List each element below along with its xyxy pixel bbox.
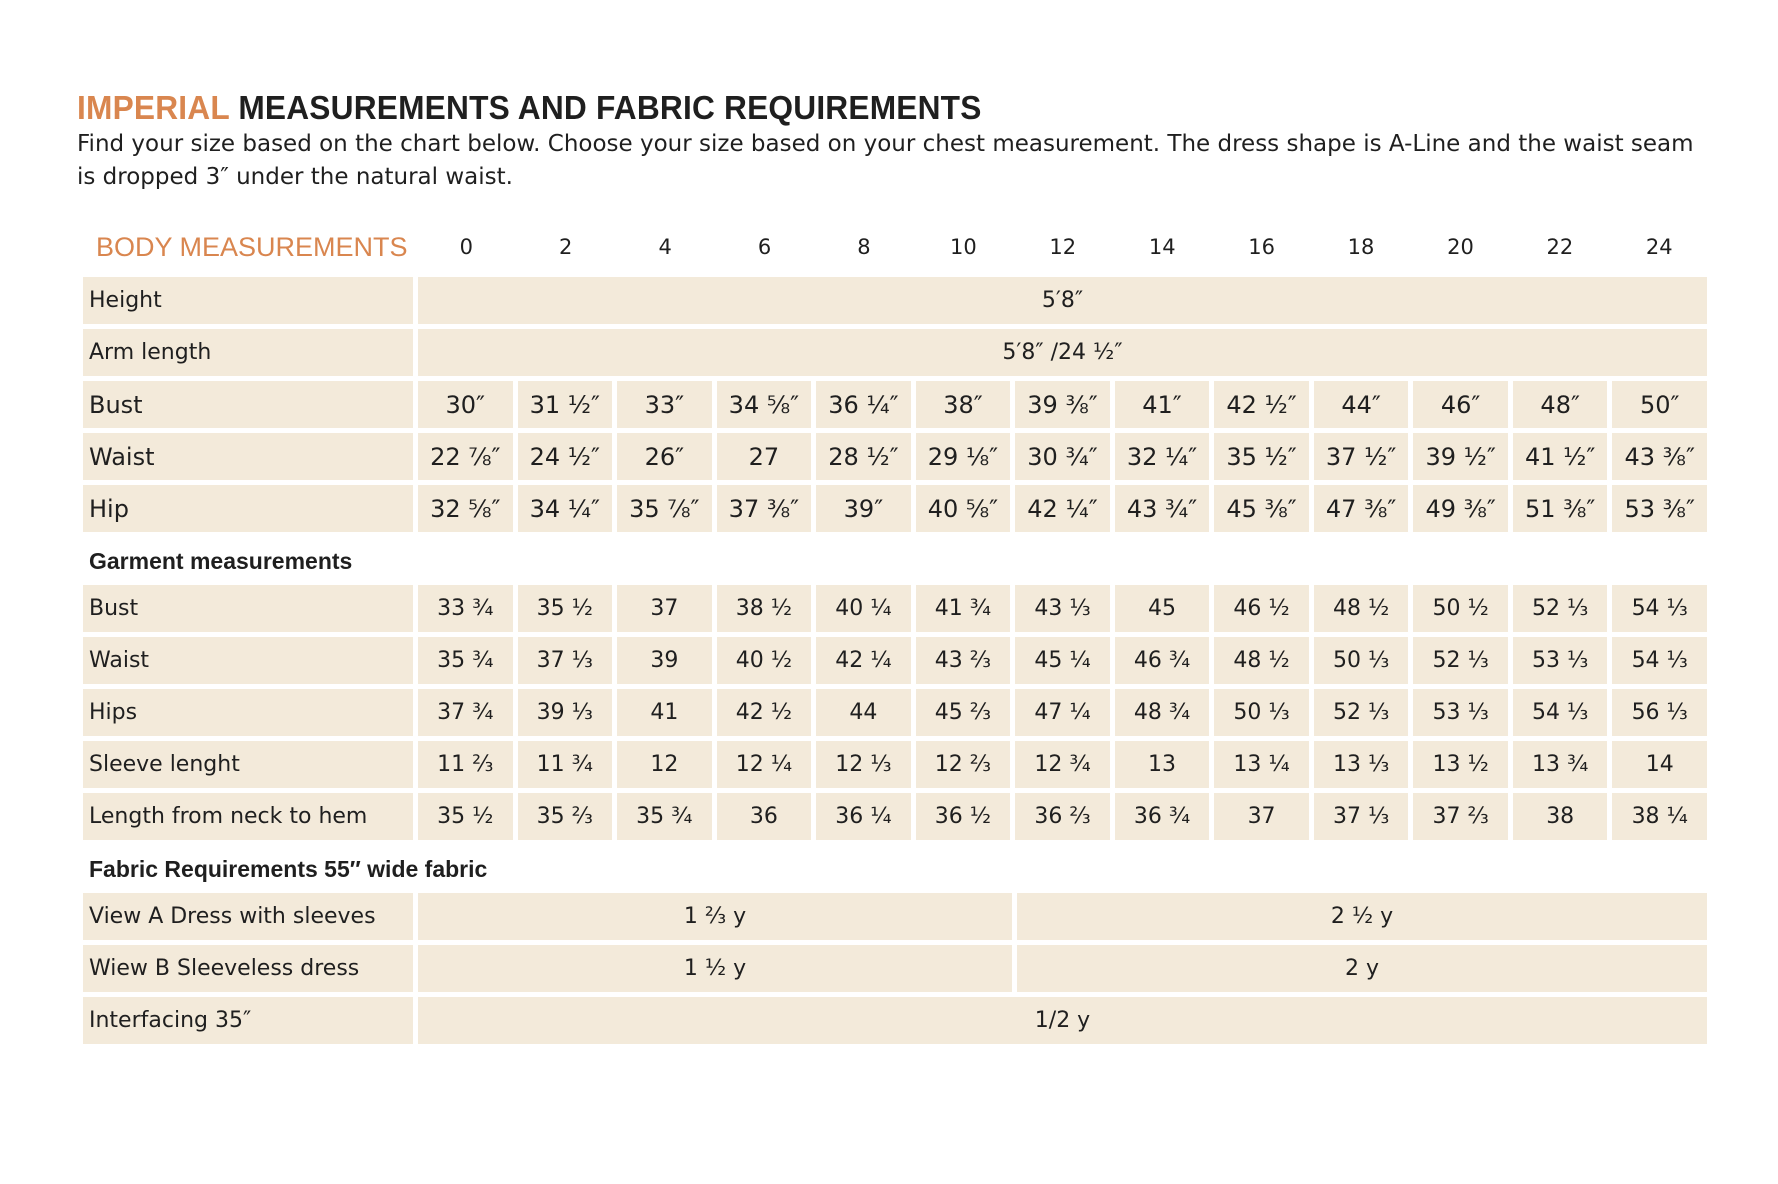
value-cell: 48″	[1513, 381, 1608, 428]
value-cell: 45 ¼	[1015, 637, 1110, 684]
value-cell: 37	[1214, 793, 1309, 840]
value-cell: 13	[1115, 741, 1210, 788]
table-row	[83, 585, 1707, 632]
row-value: 5′8″ /24 ½″	[418, 329, 1707, 376]
size-label: 8	[857, 235, 871, 259]
row-label: Arm length	[83, 329, 413, 376]
value-cell: 38 ¼	[1612, 793, 1707, 840]
value-cell: 12 ⅔	[916, 741, 1011, 788]
value-cell: 52 ⅓	[1513, 585, 1608, 632]
value-cell: 44	[816, 689, 911, 736]
value-cell: 35 ½	[418, 793, 513, 840]
value-cell: 41 ½″	[1513, 433, 1608, 480]
value-cell: 42 ¼″	[1015, 485, 1110, 532]
interfacing-row	[83, 997, 1707, 1044]
value-cell: 39 ⅓	[518, 689, 613, 736]
value-cell: 48 ½	[1214, 637, 1309, 684]
value-cell: 38	[1513, 793, 1608, 840]
value-cell: 12	[617, 741, 712, 788]
row-values	[418, 689, 1707, 736]
size-label: 2	[559, 235, 573, 259]
size-label: 20	[1447, 235, 1474, 259]
value-cell: 38″	[916, 381, 1011, 428]
page-title	[77, 88, 1642, 128]
value-cell: 30 ¾″	[1015, 433, 1110, 480]
value-cell: 44″	[1314, 381, 1409, 428]
fabric-row	[83, 945, 1707, 992]
value-cell: 27	[717, 433, 812, 480]
row-label: Bust	[83, 585, 413, 632]
row-label: View A Dress with sleeves	[83, 893, 413, 940]
value-cell: 28 ½″	[816, 433, 911, 480]
value-cell: 41″	[1115, 381, 1210, 428]
row-value: 1/2 y	[418, 997, 1707, 1044]
large-sizes-value: 2 y	[1017, 945, 1707, 992]
value-cell: 13 ¼	[1214, 741, 1309, 788]
size-label: 10	[950, 235, 977, 259]
value-cell: 53 ⅓	[1513, 637, 1608, 684]
table-row	[83, 793, 1707, 840]
value-cell: 37 ¾	[418, 689, 513, 736]
value-cell: 34 ¼″	[518, 485, 613, 532]
value-cell: 13 ⅓	[1314, 741, 1409, 788]
body-measurements-heading: BODY MEASUREMENTS	[96, 231, 408, 262]
value-cell: 45 ⅔	[916, 689, 1011, 736]
row-label: Hips	[83, 689, 413, 736]
value-cell: 47 ¼	[1015, 689, 1110, 736]
value-cell: 39″	[816, 485, 911, 532]
size-labels	[419, 235, 1707, 259]
value-cell: 42 ½	[717, 689, 812, 736]
fabric-values	[418, 945, 1707, 992]
value-cell: 13 ¾	[1513, 741, 1608, 788]
small-sizes-value: 1 ½ y	[418, 945, 1012, 992]
height-row	[83, 277, 1707, 324]
large-sizes-value: 2 ½ y	[1017, 893, 1707, 940]
value-cell: 42 ¼	[816, 637, 911, 684]
value-cell: 51 ⅜″	[1513, 485, 1608, 532]
value-cell: 50 ½	[1413, 585, 1508, 632]
value-cell: 37 ⅜″	[717, 485, 812, 532]
measurement-table	[83, 277, 1707, 1044]
value-cell: 36 ⅔	[1015, 793, 1110, 840]
value-cell: 31 ½″	[518, 381, 613, 428]
value-cell: 37 ⅓	[518, 637, 613, 684]
value-cell: 53 ⅓	[1413, 689, 1508, 736]
value-cell: 43 ⅜″	[1612, 433, 1707, 480]
value-cell: 40 ¼	[816, 585, 911, 632]
value-cell: 54 ⅓	[1612, 637, 1707, 684]
value-cell: 45	[1115, 585, 1210, 632]
value-cell: 48 ½	[1314, 585, 1409, 632]
value-cell: 54 ⅓	[1513, 689, 1608, 736]
size-label: 4	[658, 235, 672, 259]
value-cell: 30″	[418, 381, 513, 428]
row-values	[418, 381, 1707, 428]
value-cell: 12 ¼	[717, 741, 812, 788]
value-cell: 39 ⅜″	[1015, 381, 1110, 428]
value-cell: 29 ⅛″	[916, 433, 1011, 480]
row-label: Sleeve lenght	[83, 741, 413, 788]
small-sizes-value: 1 ⅔ y	[418, 893, 1012, 940]
value-cell: 33″	[617, 381, 712, 428]
size-label: 0	[459, 235, 473, 259]
value-cell: 37 ½″	[1314, 433, 1409, 480]
value-cell: 35 ⅔	[518, 793, 613, 840]
row-values	[418, 741, 1707, 788]
table-row	[83, 689, 1707, 736]
row-label: Waist	[83, 637, 413, 684]
table-row	[83, 637, 1707, 684]
row-label: Length from neck to hem	[83, 793, 413, 840]
title-accent: IMPERIAL	[77, 89, 230, 126]
value-cell: 26″	[617, 433, 712, 480]
value-cell: 39	[617, 637, 712, 684]
value-cell: 14	[1612, 741, 1707, 788]
value-cell: 12 ¾	[1015, 741, 1110, 788]
value-cell: 24 ½″	[518, 433, 613, 480]
size-label: 12	[1049, 235, 1077, 259]
value-cell: 36	[717, 793, 812, 840]
value-cell: 35 ¾	[617, 793, 712, 840]
table-row	[83, 485, 1707, 532]
value-cell: 45 ⅜″	[1214, 485, 1309, 532]
value-cell: 49 ⅜″	[1413, 485, 1508, 532]
size-label: 14	[1148, 235, 1176, 259]
value-cell: 36 ½	[916, 793, 1011, 840]
value-cell: 47 ⅜″	[1314, 485, 1409, 532]
value-cell: 50 ⅓	[1314, 637, 1409, 684]
value-cell: 53 ⅜″	[1612, 485, 1707, 532]
row-value: 5′8″	[418, 277, 1707, 324]
value-cell: 38 ½	[717, 585, 812, 632]
value-cell: 43 ¾″	[1115, 485, 1210, 532]
row-label: Interfacing 35″	[83, 997, 413, 1044]
value-cell: 32 ¼″	[1115, 433, 1210, 480]
value-cell: 32 ⅝″	[418, 485, 513, 532]
value-cell: 41	[617, 689, 712, 736]
value-cell: 52 ⅓	[1413, 637, 1508, 684]
table-row	[83, 741, 1707, 788]
value-cell: 40 ⅝″	[916, 485, 1011, 532]
size-label: 24	[1645, 235, 1673, 259]
value-cell: 35 ½	[518, 585, 613, 632]
value-cell: 46 ¾	[1115, 637, 1210, 684]
page	[77, 88, 1707, 1049]
value-cell: 41 ¾	[916, 585, 1011, 632]
row-label: Wiew B Sleeveless dress	[83, 945, 413, 992]
value-cell: 35 ⅞″	[617, 485, 712, 532]
value-cell: 54 ⅓	[1612, 585, 1707, 632]
table-row	[83, 433, 1707, 480]
value-cell: 12 ⅓	[816, 741, 911, 788]
value-cell: 37 ⅓	[1314, 793, 1409, 840]
value-cell: 33 ¾	[418, 585, 513, 632]
value-cell: 34 ⅝″	[717, 381, 812, 428]
size-label: 6	[757, 235, 772, 259]
garment-section-title: Garment measurements	[89, 547, 353, 574]
value-cell: 39 ½″	[1413, 433, 1508, 480]
fabric-values	[418, 893, 1707, 940]
row-values	[418, 637, 1707, 684]
fabric-section-title: Fabric Requirements 55″ wide fabric	[89, 855, 488, 882]
value-cell: 13 ½	[1413, 741, 1508, 788]
value-cell: 50 ⅓	[1214, 689, 1309, 736]
size-label: 22	[1546, 235, 1574, 259]
value-cell: 36 ¼″	[816, 381, 911, 428]
value-cell: 42 ½″	[1214, 381, 1309, 428]
value-cell: 37	[617, 585, 712, 632]
intro-text: Find your size based on the chart below. Choose your size based on your chest measurement. The dress shape is A-Line and the waist seam is dropped 3″ under the natural waist.	[77, 131, 1694, 190]
value-cell: 11 ⅔	[418, 741, 513, 788]
value-cell: 11 ¾	[518, 741, 613, 788]
value-cell: 48 ¾	[1115, 689, 1210, 736]
row-values	[418, 793, 1707, 840]
value-cell: 35 ½″	[1214, 433, 1309, 480]
value-cell: 56 ⅓	[1612, 689, 1707, 736]
value-cell: 36 ¼	[816, 793, 911, 840]
size-header-row	[77, 217, 1707, 277]
value-cell: 36 ¾	[1115, 793, 1210, 840]
row-values	[418, 585, 1707, 632]
garment-measurement-rows	[83, 585, 1707, 840]
size-label: 18	[1347, 235, 1375, 259]
value-cell: 22 ⅞″	[418, 433, 513, 480]
value-cell: 43 ⅔	[916, 637, 1011, 684]
table-row	[83, 381, 1707, 428]
row-label: Bust	[83, 381, 413, 428]
value-cell: 43 ⅓	[1015, 585, 1110, 632]
fabric-requirement-rows	[83, 893, 1707, 992]
row-label: Hip	[83, 485, 413, 532]
row-values	[418, 485, 1707, 532]
value-cell: 46 ½	[1214, 585, 1309, 632]
arm-length-row	[83, 329, 1707, 376]
size-label: 16	[1248, 235, 1275, 259]
value-cell: 50″	[1612, 381, 1707, 428]
row-values	[418, 433, 1707, 480]
value-cell: 46″	[1413, 381, 1508, 428]
value-cell: 35 ¾	[418, 637, 513, 684]
row-label: Height	[83, 277, 413, 324]
value-cell: 37 ⅔	[1413, 793, 1508, 840]
body-measurement-rows	[83, 381, 1707, 532]
value-cell: 52 ⅓	[1314, 689, 1409, 736]
row-label: Waist	[83, 433, 413, 480]
fabric-row	[83, 893, 1707, 940]
value-cell: 40 ½	[717, 637, 812, 684]
title-rest: MEASUREMENTS AND FABRIC REQUIREMENTS	[229, 89, 982, 126]
